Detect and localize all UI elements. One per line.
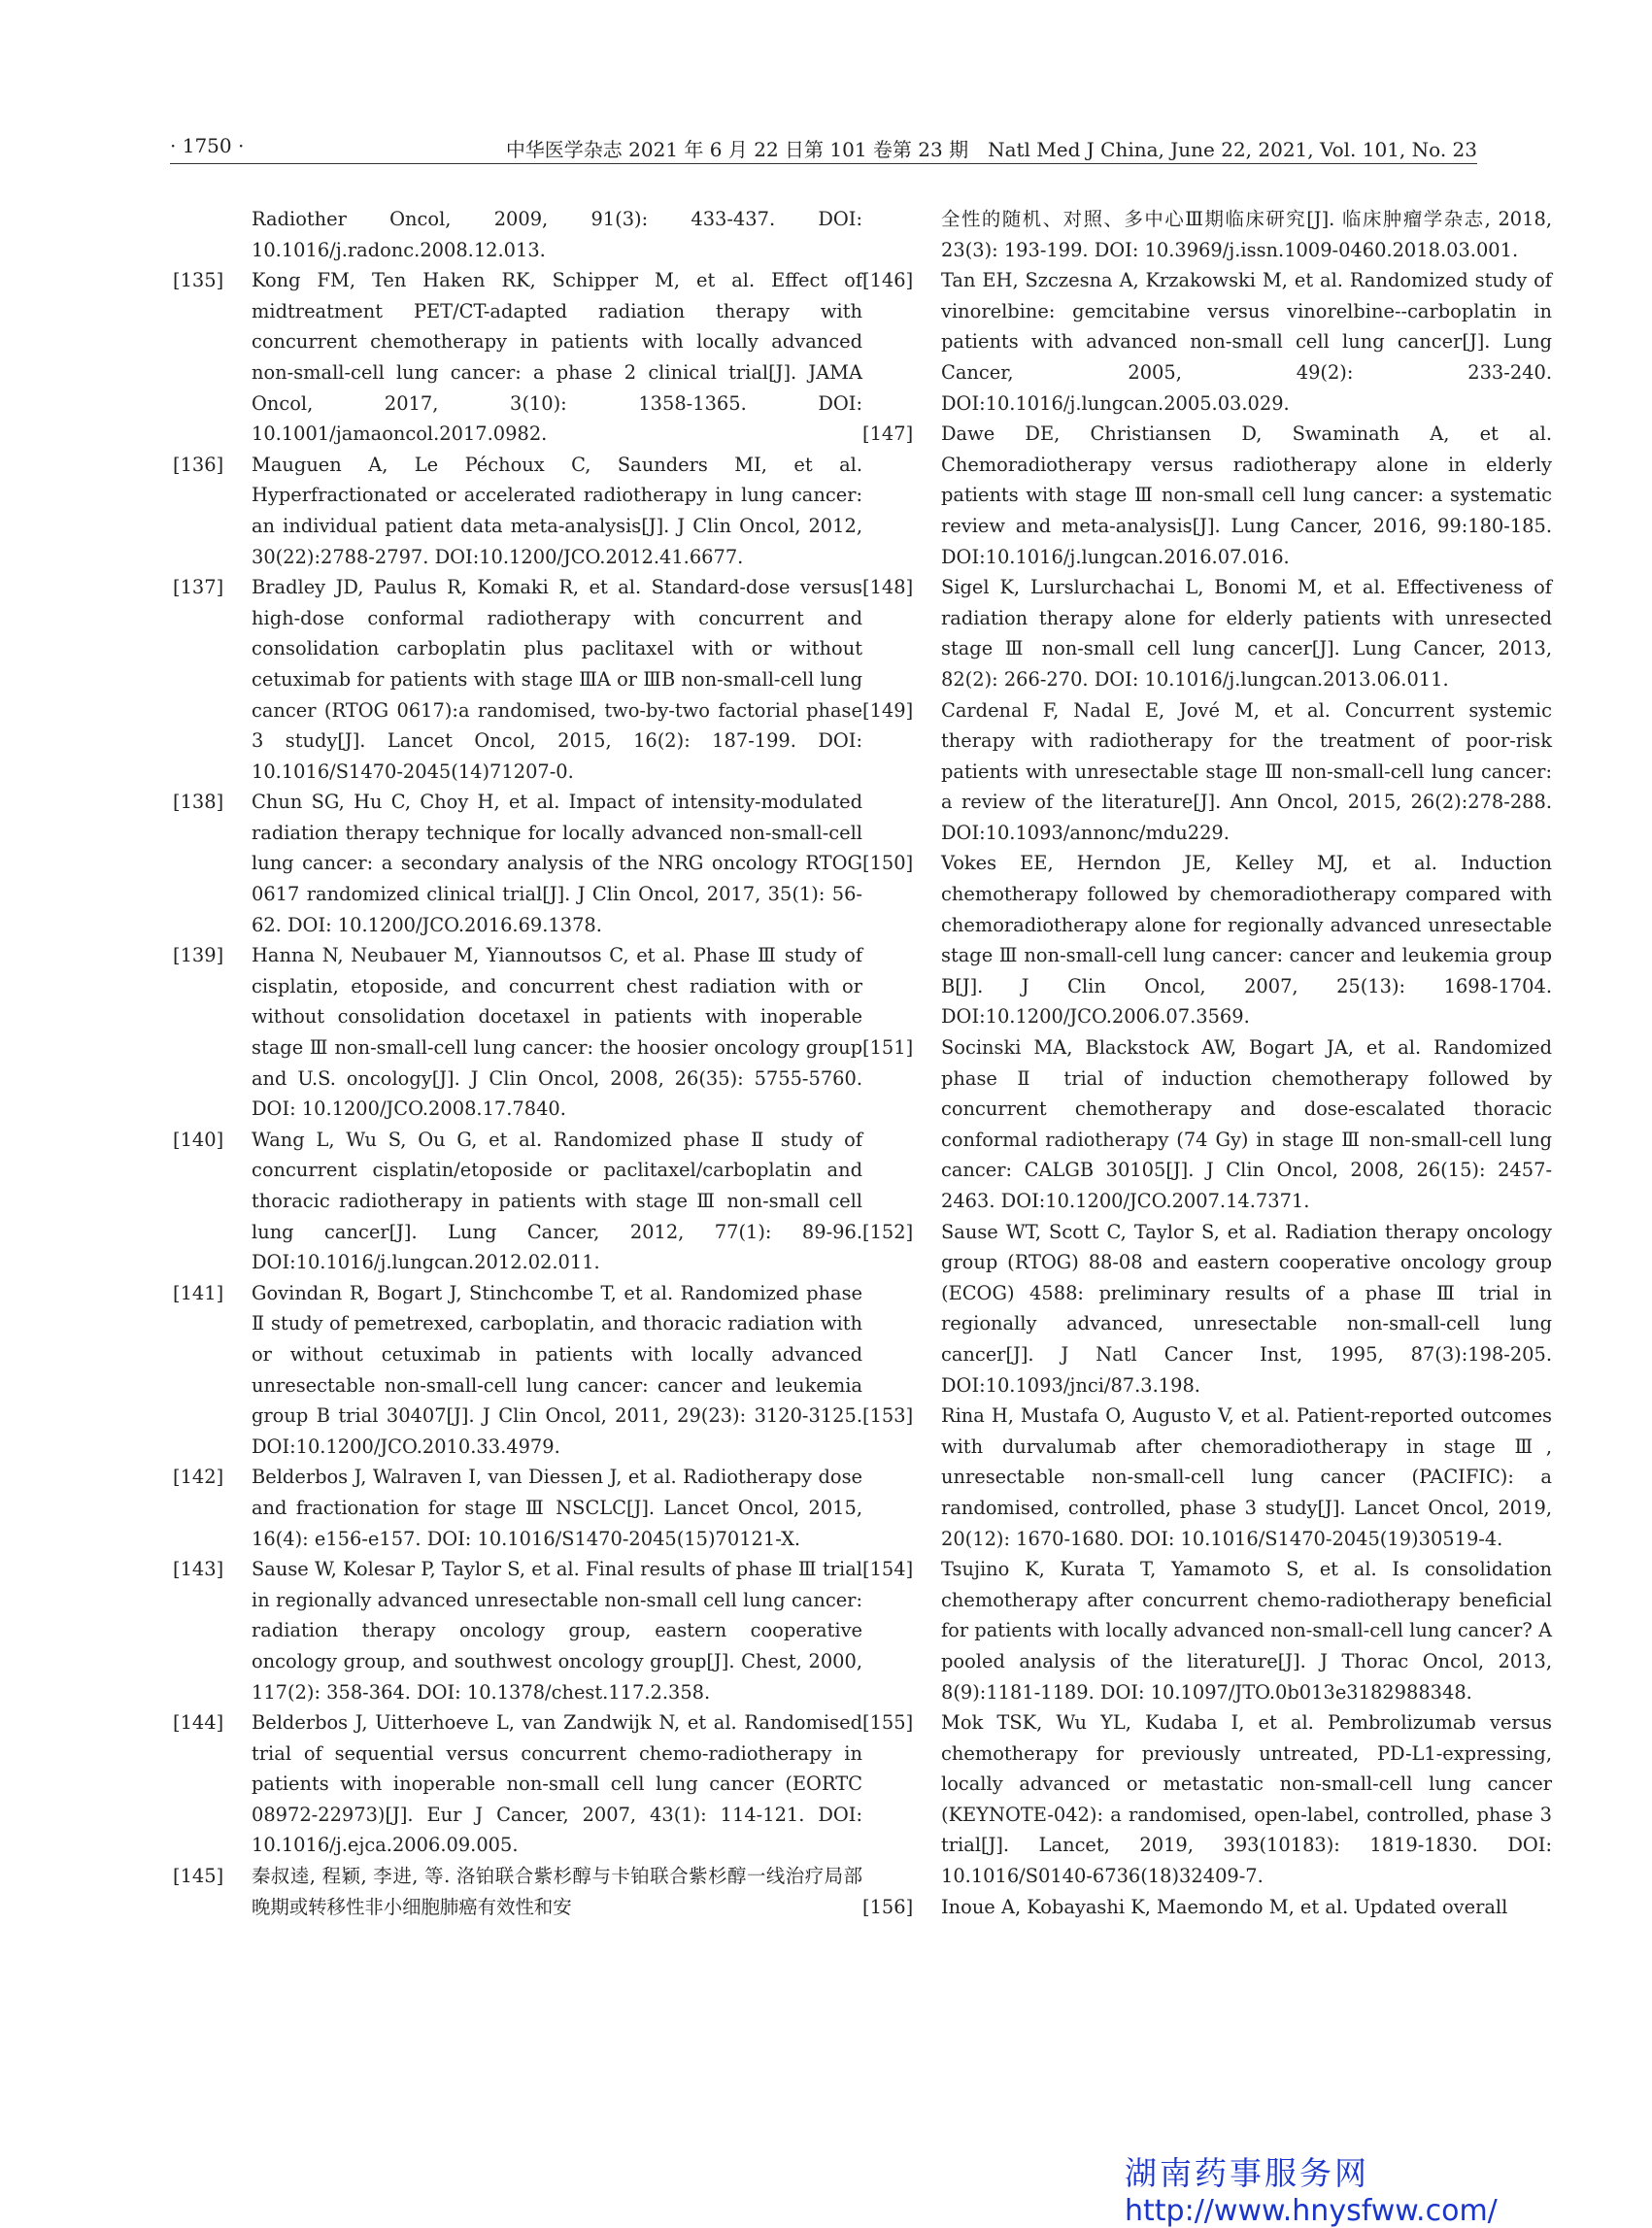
- reference-number: [143]: [173, 1558, 224, 1581]
- reference-item: [173, 1861, 862, 1922]
- reference-text: Inoue A, Kobayashi K, Maemondo M, et al. Updated overall: [941, 1895, 1508, 1918]
- reference-number: [150]: [862, 852, 914, 875]
- reference-text: Cardenal F, Nadal E, Jové M, et al. Concurrent systemic therapy with radiotherapy for the treatment of poor-risk patients with unresectable stage Ⅲ non-small-cell lung cancer: a review of the literature[J]. Ann Oncol, 2015, 26(2):278-288. DOI:10.1093/annonc/mdu229.: [941, 698, 1552, 844]
- reference-number: [142]: [173, 1466, 224, 1489]
- reference-text: Govindan R, Bogart J, Stinchcombe T, et al. Randomized phase Ⅱ study of pemetrexed, carboplatin, and thoracic radiation with or without cetuximab in patients with locally advanced unresectable non-small-cell lung cancer: cancer and leukemia group B trial 30407[J]. J Clin Oncol, 2011, 29(23): 3120-3125. DOI:10.1200/JCO.2010.33.4979.: [252, 1281, 862, 1458]
- reference-item: [862, 419, 1552, 572]
- reference-text: Dawe DE, Christiansen D, Swaminath A, et al. Chemoradiotherapy versus radiotherapy alone in elderly patients with stage Ⅲ non-small cell lung cancer: a systematic review and meta-analysis[J]. Lung Cancer, 2016, 99:180-185. DOI:10.1016/j.lungcan.2016.07.016.: [941, 422, 1552, 568]
- reference-item: [862, 1401, 1552, 1554]
- reference-text: Sigel K, Lurslurchachai L, Bonomi M, et al. Effectiveness of radiation therapy alone for elderly patients with unresected stage Ⅲ non-small cell lung cancer[J]. Lung Cancer, 2013, 82(2): 266-270. DOI: 10.1016/j.lungcan.2013.06.011.: [941, 576, 1552, 691]
- reference-item: [862, 1032, 1552, 1217]
- reference-number: [151]: [862, 1036, 914, 1060]
- reference-item: [862, 1892, 1552, 1923]
- reference-text: Socinski MA, Blackstock AW, Bogart JA, et al. Randomized phase Ⅱ trial of induction chemotherapy followed by concurrent chemotherapy and dose-escalated thoracic conformal radiotherapy (74 Gy) in stage Ⅲ non-small-cell lung cancer: CALGB 30105[J]. J Clin Oncol, 2008, 26(15): 2457-2463. DOI:10.1200/JCO.2007.14.7371.: [941, 1036, 1552, 1212]
- reference-text: Kong FM, Ten Haken RK, Schipper M, et al. Effect of midtreatment PET/CT-adapted radiation therapy with concurrent chemotherapy in patients with locally advanced non-small-cell lung cancer: a phase 2 clinical trial[J]. JAMA Oncol, 2017, 3(10): 1358-1365. DOI: 10.1001/jamaoncol.2017.0982.: [252, 269, 862, 446]
- reference-text: Vokes EE, Herndon JE, Kelley MJ, et al. Induction chemotherapy followed by chemoradiotherapy compared with chemoradiotherapy alone for regionally advanced unresectable stage Ⅲ non-small-cell lung cancer: cancer and leukemia group B[J]. J Clin Oncol, 2007, 25(13): 1698-1704. DOI:10.1200/JCO.2006.07.3569.: [941, 852, 1552, 1029]
- reference-number: [155]: [862, 1711, 914, 1735]
- reference-text: Rina H, Mustafa O, Augusto V, et al. Patient-reported outcomes with durvalumab after chemoradiotherapy in stage Ⅲ, unresectable non-small-cell lung cancer (PACIFIC): a randomised, controlled, phase 3 study[J]. Lancet Oncol, 2019, 20(12): 1670-1680. DOI: 10.1016/S1470-2045(19)30519-4.: [941, 1404, 1552, 1550]
- reference-item: [862, 848, 1552, 1032]
- reference-item: [862, 265, 1552, 419]
- reference-item: [173, 572, 862, 787]
- reference-item: [173, 1462, 862, 1554]
- reference-number: [135]: [173, 269, 224, 292]
- reference-number: [137]: [173, 576, 224, 599]
- reference-text: Tsujino K, Kurata T, Yamamoto S, et al. Is consolidation chemotherapy after concurrent chemo-radiotherapy beneficial for patients with locally advanced non-small-cell lung cancer? A pooled analysis of the literature[J]. J Thorac Oncol, 2013, 8(9):1181-1189. DOI: 10.1097/JTO.0b013e3182988348.: [941, 1558, 1552, 1704]
- reference-number: [152]: [862, 1220, 914, 1243]
- reference-item: [173, 1278, 862, 1463]
- reference-number: [149]: [862, 698, 914, 722]
- reference-item: [173, 1125, 862, 1278]
- reference-number: [153]: [862, 1404, 914, 1428]
- reference-number: [136]: [173, 453, 224, 476]
- reference-number: [140]: [173, 1128, 224, 1151]
- running-header: [170, 134, 1477, 164]
- reference-number: [144]: [173, 1711, 224, 1735]
- reference-text: Mok TSK, Wu YL, Kudaba I, et al. Pembrolizumab versus chemotherapy for previously untreated, PD-L1-expressing, locally advanced or metastatic non-small-cell lung cancer (KEYNOTE-042): a randomised, open-label, controlled, phase 3 trial[J]. Lancet, 2019, 393(10183): 1819-1830. DOI: 10.1016/S0140-6736(18)32409-7.: [941, 1711, 1552, 1888]
- reference-number: [138]: [173, 791, 224, 814]
- reference-text: Tan EH, Szczesna A, Krzakowski M, et al. Randomized study of vinorelbine: gemcitabine versus vinorelbine--carboplatin in patients with advanced non-small cell lung cancer[J]. Lung Cancer, 2005, 49(2): 233-240. DOI:10.1016/j.lungcan.2005.03.029.: [941, 269, 1552, 415]
- reference-number: [148]: [862, 576, 914, 599]
- left-column: [173, 204, 862, 1922]
- reference-number: [147]: [862, 422, 914, 446]
- reference-text: Bradley JD, Paulus R, Komaki R, et al. Standard-dose versus high-dose conformal radiotherapy with concurrent and consolidation carboplatin plus paclitaxel with or without cetuximab for patients with stage ⅢA or ⅢB non-small-cell lung cancer (RTOG 0617):a randomised, two-by-two factorial phase 3 study[J]. Lancet Oncol, 2015, 16(2): 187-199. DOI: 10.1016/S1470-2045(14)71207-0.: [252, 576, 862, 783]
- reference-item: [173, 450, 862, 572]
- reference-number: [141]: [173, 1281, 224, 1304]
- reference-text: Sause W, Kolesar P, Taylor S, et al. Final results of phase Ⅲ trial in regionally advanced unresectable non-small cell lung cancer: radiation therapy oncology group, eastern cooperative oncology group, and southwest oncology group[J]. Chest, 2000, 117(2): 358-364. DOI: 10.1378/chest.117.2.358.: [252, 1558, 862, 1704]
- reference-item: [862, 1707, 1552, 1892]
- reference-text: 秦叔逵, 程颖, 李进, 等. 洛铂联合紫杉醇与卡铂联合紫杉醇一线治疗局部晚期或转移性非小细胞肺癌有效性和安: [252, 1865, 862, 1918]
- reference-continuation: 全性的随机、对照、多中心Ⅲ期临床研究[J]. 临床肿瘤学杂志, 2018, 23(3): 193-199. DOI: 10.3969/j.issn.1009-0460.2018.03.001.: [941, 208, 1552, 261]
- reference-item: [862, 572, 1552, 694]
- reference-number: [145]: [173, 1865, 224, 1888]
- reference-item: [862, 695, 1552, 849]
- reference-item: [173, 1554, 862, 1707]
- reference-item: [173, 265, 862, 450]
- watermark: [1125, 2148, 1498, 2228]
- reference-number: [156]: [862, 1895, 914, 1918]
- reference-item: [862, 1217, 1552, 1401]
- reference-continuation: Radiother Oncol, 2009, 91(3): 433-437. DOI: 10.1016/j.radonc.2008.12.013.: [252, 208, 862, 261]
- journal-citation: 中华医学杂志 2021 年 6 月 22 日第 101 卷第 23 期 Natl Med J China, June 22, 2021, Vol. 101, No. 23: [505, 138, 1477, 161]
- reference-text: Chun SG, Hu C, Choy H, et al. Impact of intensity-modulated radiation therapy technique for locally advanced non-small-cell lung cancer: a secondary analysis of the NRG oncology RTOG 0617 randomized clinical trial[J]. J Clin Oncol, 2017, 35(1): 56-62. DOI: 10.1200/JCO.2016.69.1378.: [252, 791, 862, 936]
- reference-text: Mauguen A, Le Péchoux C, Saunders MI, et al. Hyperfractionated or accelerated radiotherapy in lung cancer: an individual patient data meta-analysis[J]. J Clin Oncol, 2012, 30(22):2788-2797. DOI:10.1200/JCO.2012.41.6677.: [252, 453, 862, 568]
- watermark-site-name: 湖南药事服务网: [1125, 2154, 1369, 2192]
- reference-text: Belderbos J, Uitterhoeve L, van Zandwijk N, et al. Randomised trial of sequential versus concurrent chemo-radiotherapy in patients with inoperable non-small cell lung cancer (EORTC 08972-22973)[J]. Eur J Cancer, 2007, 43(1): 114-121. DOI: 10.1016/j.ejca.2006.09.005.: [252, 1711, 862, 1857]
- reference-number: [139]: [173, 944, 224, 967]
- watermark-url[interactable]: http://www.hnysfww.com/: [1125, 2194, 1498, 2228]
- reference-number: [154]: [862, 1558, 914, 1581]
- reference-item: [173, 1707, 862, 1861]
- reference-text: Hanna N, Neubauer M, Yiannoutsos C, et al. Phase Ⅲ study of cisplatin, etoposide, and concurrent chest radiation with or without consolidation docetaxel in patients with inoperable stage Ⅲ non-small-cell lung cancer: the hoosier oncology group and U.S. oncology[J]. J Clin Oncol, 2008, 26(35): 5755-5760. DOI: 10.1200/JCO.2008.17.7840.: [252, 944, 862, 1121]
- reference-text: Belderbos J, Walraven I, van Diessen J, et al. Radiotherapy dose and fractionation for stage Ⅲ NSCLC[J]. Lancet Oncol, 2015, 16(4): e156-e157. DOI: 10.1016/S1470-2045(15)70121-X.: [252, 1466, 862, 1550]
- page-number: · 1750 ·: [170, 134, 245, 157]
- reference-number: [146]: [862, 269, 914, 292]
- reference-text: Wang L, Wu S, Ou G, et al. Randomized phase Ⅱ study of concurrent cisplatin/etoposide or paclitaxel/carboplatin and thoracic radiotherapy in patients with stage Ⅲ non-small cell lung cancer[J]. Lung Cancer, 2012, 77(1): 89-96. DOI:10.1016/j.lungcan.2012.02.011.: [252, 1128, 862, 1274]
- reference-text: Sause WT, Scott C, Taylor S, et al. Radiation therapy oncology group (RTOG) 88-08 and eastern cooperative oncology group (ECOG) 4588: preliminary results of a phase Ⅲ trial in regionally advanced, unresectable non-small-cell lung cancer[J]. J Natl Cancer Inst, 1995, 87(3):198-205. DOI:10.1093/jnci/87.3.198.: [941, 1220, 1552, 1397]
- reference-item: [862, 1554, 1552, 1707]
- reference-item: [173, 940, 862, 1125]
- right-column: [862, 204, 1552, 1922]
- reference-item: [173, 787, 862, 940]
